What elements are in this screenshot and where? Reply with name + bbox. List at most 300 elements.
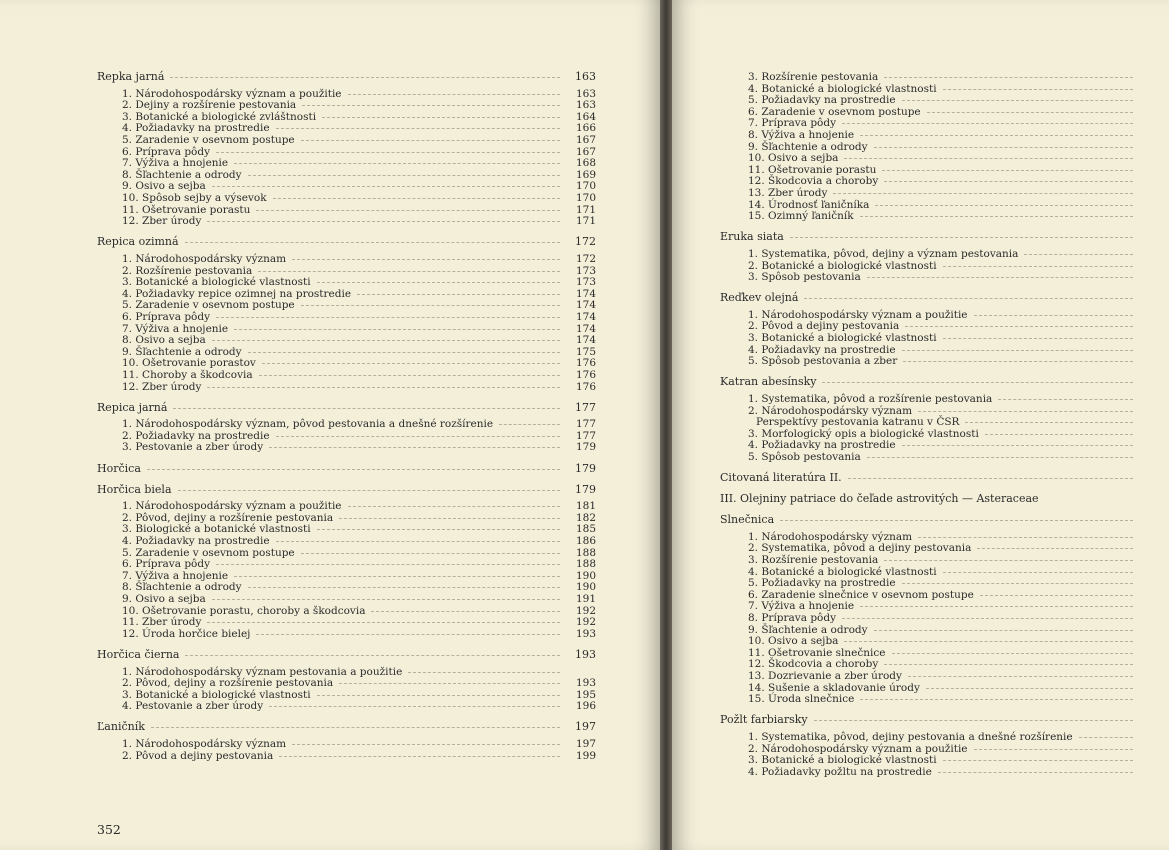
toc-page-number: 170 [575, 192, 596, 204]
book-gutter [660, 0, 672, 850]
toc-entry [748, 271, 1169, 283]
toc-entry [748, 670, 1169, 682]
toc-entry-title: 1. Národohospodársky význam [122, 252, 287, 265]
toc-entry-title: 1. Systematika, pôvod a rozšírenie pestovania [748, 392, 993, 405]
toc-entry-title: 9. Šľachtenie a odrody [748, 140, 868, 153]
dot-leader [943, 266, 1133, 267]
toc-entry-title: 5. Zaradenie v osevnom postupe [122, 299, 295, 312]
toc-entry-title: 12. Škodcovia a choroby [748, 175, 879, 188]
toc-entry [748, 542, 1169, 554]
toc-page-number: 169 [575, 168, 596, 181]
dot-leader [943, 338, 1133, 339]
toc-page-number: 176 [575, 357, 596, 370]
toc-entry-title: 13. Zber úrody [748, 187, 828, 199]
toc-entry [122, 323, 596, 335]
dot-leader [860, 135, 1133, 136]
toc-entry-title: 1. Národohospodársky význam [748, 530, 913, 543]
dot-leader [348, 506, 560, 507]
toc-entry-title: 4. Pestovanie a zber úrody [122, 700, 264, 713]
toc-entry [122, 180, 596, 192]
toc-entry-title: 1. Národohospodársky význam [122, 738, 287, 750]
toc-page-number: 163 [575, 99, 596, 112]
toc-entry [748, 199, 1169, 211]
dot-leader [860, 606, 1133, 607]
toc-entry-title: 5. Spôsob pestovania a zber [748, 355, 898, 368]
toc-entry [122, 441, 596, 453]
toc-section-heading [97, 402, 596, 414]
toc-entry-title: 13. Dozrievanie a zber úrody [748, 670, 902, 682]
toc-entry [748, 164, 1169, 176]
dot-leader [902, 583, 1133, 584]
toc-section-heading [97, 463, 596, 475]
toc-entry [748, 635, 1169, 647]
toc-entry [122, 111, 596, 123]
toc-entry [748, 612, 1169, 624]
toc-page-number: 197 [575, 720, 596, 734]
toc-entry [748, 210, 1169, 222]
toc-entry [122, 616, 596, 628]
dot-leader [844, 641, 1133, 642]
toc-entry-title: 3. Rozšírenie pestovania [748, 71, 879, 83]
dot-leader [276, 128, 560, 129]
dot-leader [943, 572, 1133, 573]
toc-entry-title: 8. Šľachtenie a odrody [122, 581, 242, 594]
dot-leader [918, 537, 1133, 538]
dot-leader [977, 548, 1133, 549]
toc-page-number: 173 [575, 264, 596, 277]
toc-entry-title: Reďkev olejná [720, 291, 799, 305]
toc-entry-title: Perspektívy pestovania katranu v ČSR [756, 416, 960, 429]
toc-entry-title: 6. Príprava pôdy [122, 145, 211, 158]
toc-entry-title: 3. Botanické a biologické zvláštnosti [122, 110, 317, 123]
toc-entry-title: 3. Botanické a biologické vlastnosti [748, 754, 937, 767]
toc-entry [122, 581, 596, 593]
toc-entry [122, 169, 596, 181]
toc-entry [748, 731, 1169, 743]
toc-page-number: 172 [575, 235, 596, 249]
toc-entry [748, 309, 1169, 321]
dot-leader [974, 749, 1133, 750]
toc-entry-title: 8. Šľachtenie a odrody [122, 168, 242, 181]
toc-page-number: 188 [575, 558, 596, 571]
dot-leader [974, 315, 1133, 316]
dot-leader [348, 94, 560, 95]
toc-entry [122, 157, 596, 169]
toc-entry [122, 122, 596, 134]
toc-entry-title: 14. Úrodnosť ľaničníka [748, 198, 870, 211]
toc-entry-title: 1. Národohospodársky význam pestovania a použitie [122, 665, 403, 678]
toc-entry-title: 9. Osivo a sejba [122, 180, 206, 193]
dot-leader [874, 630, 1133, 631]
toc-entry-title: 3. Morfologický opis a biologické vlastnosti [748, 427, 979, 440]
toc-page-number: 191 [575, 593, 596, 605]
dot-leader [317, 529, 560, 530]
toc-entry [122, 558, 596, 570]
toc-entry-title: 4. Požiadavky na prostredie [748, 439, 896, 452]
dot-leader [499, 424, 560, 425]
toc-entry-title: 8. Príprava pôdy [748, 612, 837, 624]
dot-leader [943, 89, 1133, 90]
toc-page-number: 188 [575, 546, 596, 559]
toc-entry [748, 743, 1169, 755]
dot-leader [985, 434, 1133, 435]
toc-entry-title: Eruka siata [720, 230, 784, 244]
dot-leader [943, 760, 1133, 761]
dot-leader [860, 699, 1133, 700]
toc-entry [748, 355, 1169, 367]
dot-leader [212, 599, 560, 600]
toc-entry-title: 7. Výživa a hnojenie [748, 600, 855, 613]
toc-entry [748, 260, 1169, 272]
dot-leader [234, 576, 560, 577]
toc-entry-title: 10. Osivo a sejba [748, 152, 839, 165]
toc-entry [748, 428, 1169, 440]
toc-page-number: 195 [575, 688, 596, 701]
toc-entry-title: 12. Úroda horčice bielej [122, 627, 251, 640]
toc-entry [748, 393, 1169, 405]
dot-leader [147, 469, 560, 470]
toc-page-number: 171 [575, 215, 596, 228]
toc-entry [122, 418, 596, 430]
toc-entry-title: Horčica biela [97, 482, 172, 496]
dot-leader [902, 350, 1133, 351]
toc-section-heading [97, 484, 596, 496]
toc-entry [748, 332, 1169, 344]
toc-entry-title: 1. Systematika, pôvod, dejiny pestovania a dnešné rozšírenie [748, 730, 1073, 743]
toc-entry-title: 6. Príprava pôdy [122, 310, 211, 323]
toc-entry [122, 666, 596, 678]
toc-entry-title: Citovaná literatúra II. [720, 471, 842, 484]
toc-page-number: 193 [575, 677, 596, 690]
toc-entry [748, 589, 1169, 601]
toc-entry-title: III. Olejniny patriace do čeľade astrovitých — Asteraceae [720, 492, 1039, 506]
toc-page-number: 174 [575, 334, 596, 347]
dot-leader [207, 387, 560, 388]
toc-entry [748, 754, 1169, 766]
toc-entry-title: Repica jarná [97, 400, 168, 414]
toc-entry [122, 535, 596, 547]
dot-leader [317, 282, 560, 283]
dot-leader [780, 520, 1133, 521]
page-number: 352 [97, 822, 121, 837]
dot-leader [965, 422, 1133, 423]
toc-entry-title: 3. Botanické a biologické vlastnosti [748, 332, 937, 344]
toc-entry [748, 344, 1169, 356]
toc-page-number: 164 [575, 110, 596, 123]
toc-page-number: 199 [575, 749, 596, 762]
toc-entry-title: 3. Biologické a botanické vlastnosti [122, 523, 311, 536]
toc-entry-title: 1. Národohospodársky význam a použitie [122, 87, 342, 100]
toc-page-number: 174 [575, 322, 596, 335]
toc-entry-title: 5. Spôsob pestovania [748, 450, 861, 463]
toc-entry-title: 12. Zber úrody [122, 215, 202, 228]
toc-page-number: 181 [575, 500, 596, 513]
dot-leader [279, 756, 560, 757]
toc-section-heading [97, 236, 596, 248]
toc-entry-title: Požlt farbiarsky [720, 713, 808, 727]
toc-page-number: 177 [575, 429, 596, 442]
toc-entry-title: 10. Ošetrovanie porastu, choroby a škodcovia [122, 604, 366, 617]
toc-entry [122, 346, 596, 358]
toc-entry [122, 204, 596, 216]
toc-entry-title: 5. Požiadavky na prostredie [748, 94, 896, 107]
toc-page-number: 163 [575, 87, 596, 100]
toc-entry-title: 8. Osivo a sejba [122, 334, 206, 347]
toc-entry [748, 439, 1169, 451]
toc-page-number: 177 [575, 400, 596, 414]
toc-entry-title: Katran abesínsky [720, 375, 817, 389]
dot-leader [212, 340, 560, 341]
toc-entry [748, 577, 1169, 589]
toc-entry-title: 12. Škodcovia a choroby [748, 658, 879, 671]
toc-page-number: 193 [575, 647, 596, 661]
dot-leader [322, 117, 560, 118]
toc-entry [122, 593, 596, 605]
toc-page-number: 171 [575, 203, 596, 216]
dot-leader [908, 676, 1133, 677]
dot-leader [844, 158, 1133, 159]
toc-entry-title: 3. Botanické a biologické vlastnosti [122, 688, 311, 701]
dot-leader [1024, 254, 1133, 255]
toc-entry-title: Horčica [97, 461, 141, 475]
dot-leader [248, 587, 560, 588]
toc-page-number: 197 [575, 738, 596, 750]
toc-section-heading [97, 649, 596, 661]
toc-entry-title: 15. Ozimný ľaničník [748, 210, 854, 223]
toc-page-number: 190 [575, 581, 596, 594]
toc-entry-title: 6. Príprava pôdy [122, 558, 211, 571]
toc-entry [122, 334, 596, 346]
dot-leader [269, 447, 560, 448]
dot-leader [804, 298, 1133, 299]
toc-page-number: 196 [575, 700, 596, 713]
toc-section-heading [720, 514, 1169, 526]
toc-entry-title: 9. Šľachtenie a odrody [748, 623, 868, 636]
toc-entry [748, 554, 1169, 566]
toc-page-number: 163 [575, 70, 596, 83]
toc-entry-title: 14. Sušenie a skladovanie úrody [748, 681, 920, 694]
dot-leader [339, 683, 560, 684]
toc-entry [122, 99, 596, 111]
toc-page-number: 192 [575, 616, 596, 629]
toc-page-number: 179 [575, 461, 596, 475]
toc-entry-title: Repica ozimná [97, 235, 179, 249]
dot-leader [276, 436, 560, 437]
toc-entry [748, 624, 1169, 636]
toc-entry-title: Horčica čierna [97, 647, 180, 661]
dot-leader [814, 720, 1133, 721]
dot-leader [256, 210, 560, 211]
toc-entry [122, 88, 596, 100]
toc-entry-title: 7. Výživa a hnojenie [122, 569, 229, 582]
dot-leader [301, 553, 560, 554]
toc-entry [122, 605, 596, 617]
toc-entry-title: 1. Systematika, pôvod, dejiny a význam pestovania [748, 247, 1019, 260]
toc-entry-title: 3. Botanické a biologické vlastnosti [122, 276, 311, 289]
toc-entry [748, 320, 1169, 332]
toc-entry-title: 2. Dejiny a rozšírenie pestovania [122, 99, 297, 112]
toc-page-number: 192 [575, 604, 596, 617]
toc-entry [748, 129, 1169, 141]
toc-entry [122, 381, 596, 393]
dot-leader [173, 408, 560, 409]
dot-leader [276, 541, 560, 542]
toc-entry-title: 3. Spôsob pestovania [748, 271, 861, 284]
toc-section-heading [97, 721, 596, 733]
toc-entry [122, 265, 596, 277]
toc-entry-title: 11. Choroby a škodcovia [122, 368, 253, 381]
toc-entry-title: 3. Pestovanie a zber úrody [122, 441, 264, 454]
toc-entry-title: 2. Rozšírenie pestovania [122, 264, 253, 277]
toc-page-number: 177 [575, 418, 596, 431]
right-page [672, 0, 1169, 850]
dot-leader [185, 242, 560, 243]
toc-page-number: 166 [575, 122, 596, 135]
dot-leader [292, 744, 560, 745]
toc-entry-title: 11. Ošetrovanie porastu [748, 163, 877, 176]
dot-leader [867, 457, 1133, 458]
toc-entry [748, 451, 1169, 463]
toc-page-number: 174 [575, 310, 596, 323]
toc-entry-title: 1. Národohospodársky význam a použitie [748, 308, 968, 321]
toc-entry [122, 750, 596, 762]
toc-entry-title: 1. Národohospodársky význam, pôvod pestovania a dnešné rozšírenie [122, 418, 494, 431]
toc-entry-title: 2. Pôvod a dejiny pestovania [122, 749, 274, 762]
toc-entry-title: 4. Požiadavky repice ozimnej na prostredie [122, 287, 352, 300]
dot-leader [170, 77, 560, 78]
toc-entry [122, 253, 596, 265]
toc-entry-title: Ľaničník [97, 720, 145, 734]
toc-entry-title: 2. Národohospodársky význam a použitie [748, 742, 968, 755]
toc-section-heading [720, 472, 1169, 484]
toc-page-number: 170 [575, 180, 596, 193]
toc-entry-title: 5. Požiadavky na prostredie [748, 577, 896, 590]
toc-entry-title: 6. Zaradenie slnečnice v osevnom postupe [748, 588, 974, 601]
toc-entry-title: 11. Ošetrovanie porastu [122, 203, 251, 216]
dot-leader [905, 326, 1133, 327]
toc-entry [748, 693, 1169, 705]
toc-entry-title: 2. Pôvod, dejiny a rozšírenie pestovania [122, 511, 334, 524]
dot-leader [269, 706, 560, 707]
toc-entry-title: 4. Botanické a biologické vlastnosti [748, 565, 937, 578]
toc-page-number: 173 [575, 276, 596, 289]
dot-leader [822, 382, 1133, 383]
toc-entry [122, 276, 596, 288]
dot-leader [882, 170, 1133, 171]
toc-page-number: 167 [575, 145, 596, 158]
dot-leader [980, 595, 1133, 596]
dot-leader [884, 560, 1133, 561]
toc-entry-title: 10. Ošetrovanie porastov [122, 357, 256, 370]
toc-entry-title: 1. Národohospodársky význam a použitie [122, 500, 342, 513]
dot-leader [248, 352, 560, 353]
dot-leader [216, 152, 560, 153]
dot-leader [842, 123, 1133, 124]
dot-leader [848, 478, 1133, 479]
toc-entry [122, 288, 596, 300]
toc-entry [122, 215, 596, 227]
dot-leader [860, 216, 1133, 217]
dot-leader [301, 305, 560, 306]
dot-leader [234, 329, 560, 330]
toc-entry-title: 6. Zaradenie v osevnom postupe [748, 105, 921, 118]
toc-entry [122, 134, 596, 146]
dot-leader [903, 361, 1133, 362]
toc-entry-title: 4. Požiadavky na prostredie [748, 343, 896, 356]
dot-leader [258, 271, 560, 272]
toc-section-heading [720, 376, 1169, 388]
toc-entry-title: 9. Šľachtenie a odrody [122, 345, 242, 358]
toc-entry-title: 12. Zber úrody [122, 380, 202, 393]
toc-entry-title: 7. Výživa a hnojenie [122, 157, 229, 170]
toc-page-number: 167 [575, 134, 596, 146]
dot-leader [212, 186, 560, 187]
toc-entry [748, 117, 1169, 129]
toc-entry-title: 10. Spôsob sejby a výsevok [122, 192, 267, 204]
toc-entry-title: Slnečnica [720, 513, 775, 527]
dot-leader [185, 655, 560, 656]
toc-entry-title: Repka jarná [97, 70, 165, 83]
toc-entry-title: 2. Systematika, pôvod a dejiny pestovania [748, 542, 972, 555]
dot-leader [875, 205, 1133, 206]
dot-leader [371, 611, 560, 612]
toc-entry [748, 600, 1169, 612]
toc-entry [748, 531, 1169, 543]
toc-entry-title: 2. Pôvod a dejiny pestovania [748, 320, 900, 333]
toc-entry [748, 106, 1169, 118]
toc-entry [748, 71, 1169, 83]
toc-entry [748, 658, 1169, 670]
dot-leader [926, 688, 1133, 689]
dot-leader [207, 221, 560, 222]
toc-section-heading [720, 493, 1169, 505]
dot-leader [938, 772, 1133, 773]
dot-leader [874, 147, 1133, 148]
toc-entry-title: 15. Úroda slnečnice [748, 693, 855, 706]
toc-entry-title: 5. Zaradenie v osevnom postupe [122, 134, 295, 146]
dot-leader [833, 193, 1133, 194]
dot-leader [292, 259, 560, 260]
dot-leader [357, 294, 560, 295]
toc-page-number: 182 [575, 511, 596, 524]
dot-leader [302, 105, 560, 106]
toc-entry [122, 700, 596, 712]
toc-entry-title: 2. Botanické a biologické vlastnosti [748, 259, 937, 272]
toc-section-heading [720, 292, 1169, 304]
toc-entry [122, 523, 596, 535]
toc-section-heading [720, 714, 1169, 726]
toc-entry [748, 187, 1169, 199]
toc-entry [756, 416, 1169, 428]
toc-entry [122, 369, 596, 381]
toc-entry-title: 2. Požiadavky na prostredie [122, 429, 270, 442]
dot-leader [884, 181, 1133, 182]
toc-entry-title: 4. Požiadavky na prostredie [122, 122, 270, 135]
dot-leader [790, 237, 1133, 238]
toc-entry [122, 357, 596, 369]
toc-entry [748, 248, 1169, 260]
toc-entry [122, 689, 596, 701]
toc-page-number: 174 [575, 299, 596, 312]
dot-leader [884, 77, 1133, 78]
toc-entry-title: 2. Národohospodársky význam [748, 404, 913, 417]
toc-entry [748, 405, 1169, 417]
dot-leader [248, 175, 560, 176]
toc-page-number: 185 [575, 523, 596, 536]
toc-page-number: 175 [575, 345, 596, 358]
dot-leader [1079, 737, 1133, 738]
toc-entry [122, 192, 596, 204]
